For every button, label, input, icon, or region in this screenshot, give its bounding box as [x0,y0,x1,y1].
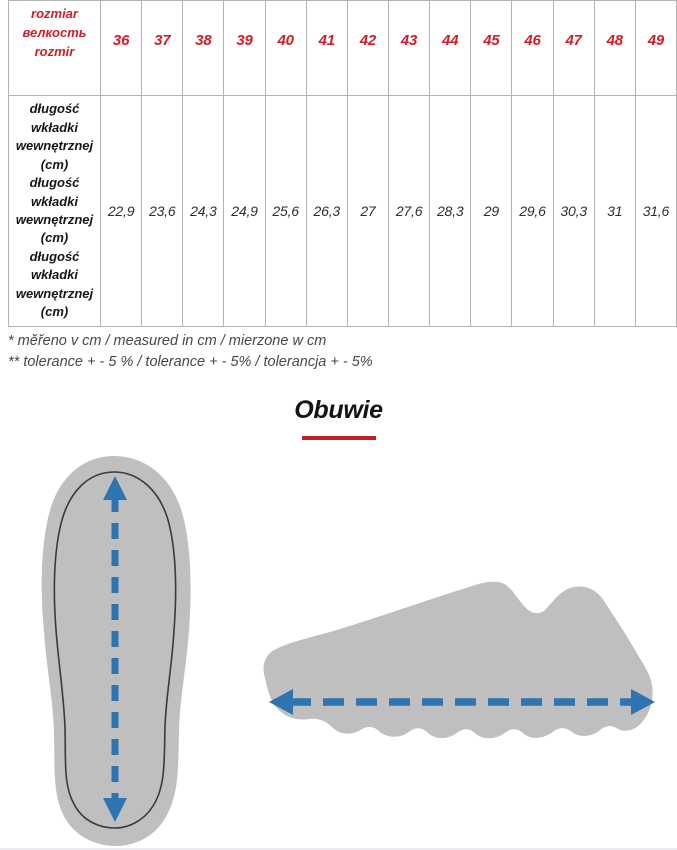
insole-length-value: 31,6 [635,96,676,327]
row-label-line: (cm) [40,304,69,320]
insole-length-value: 24,3 [183,96,224,327]
insole-length-value: 29,6 [512,96,553,327]
footnote-measured-in-cm: * měřeno v cm / measured in cm / mierzone w cm [8,333,327,349]
size-header-label [9,1,101,96]
size-table-header-row [9,1,677,96]
heading-underline-rule [302,436,376,440]
insole-length-value: 27 [347,96,388,327]
footnotes [8,331,373,373]
size-header-line: rozmiar [31,6,78,21]
insole-length-value: 22,9 [101,96,142,327]
size-header-line: велкость [22,24,87,40]
insole-length-value: 27,6 [388,96,429,327]
insole-length-row-label [9,96,101,327]
insole-length-value: 29 [471,96,512,327]
size-column-header: 42 [347,1,388,96]
size-column-header: 47 [553,1,594,96]
insole-length-row [9,96,677,327]
insole-length-value: 25,6 [265,96,306,327]
shoe-silhouette [264,582,653,739]
insole-length-value: 24,9 [224,96,265,327]
insole-length-value: 23,6 [142,96,183,327]
size-column-header: 39 [224,1,265,96]
insole-top-view-illustration [28,450,200,848]
size-column-header: 48 [594,1,635,96]
row-label-line: wkładki [31,267,78,283]
insole-length-value: 26,3 [306,96,347,327]
size-column-header: 45 [471,1,512,96]
footnote-tolerance: ** tolerance + - 5 % / tolerance + - 5% / tolerancja + - 5% [8,354,373,371]
insole-length-value: 30,3 [553,96,594,327]
size-column-header: 43 [388,1,429,96]
row-label-line: wewnętrznej [15,212,94,227]
size-column-header: 40 [265,1,306,96]
size-column-header: 36 [101,1,142,96]
size-column-header: 49 [635,1,676,96]
row-label-line: długość [29,175,80,191]
row-label-line: wkładki [31,119,78,135]
insole-length-value: 31 [594,96,635,327]
size-column-header: 46 [512,1,553,96]
section-heading-obuwie: Obuwie [294,396,383,424]
row-label-line: wewnętrznej [15,138,94,154]
size-header-line: rozmir [34,43,75,59]
row-label-line: wkładki [31,193,78,209]
row-label-line: (cm) [40,230,69,246]
size-column-header: 41 [306,1,347,96]
row-label-line: (cm) [40,156,69,172]
insole-length-value: 28,3 [430,96,471,327]
row-label-line: długość [29,248,80,264]
size-table [8,0,677,327]
shoe-side-view-illustration [256,575,668,755]
size-column-header: 44 [430,1,471,96]
row-label-line: długość [29,101,80,117]
size-column-header: 37 [142,1,183,96]
row-label-line: wewnętrznej [15,285,94,301]
size-column-header: 38 [183,1,224,96]
